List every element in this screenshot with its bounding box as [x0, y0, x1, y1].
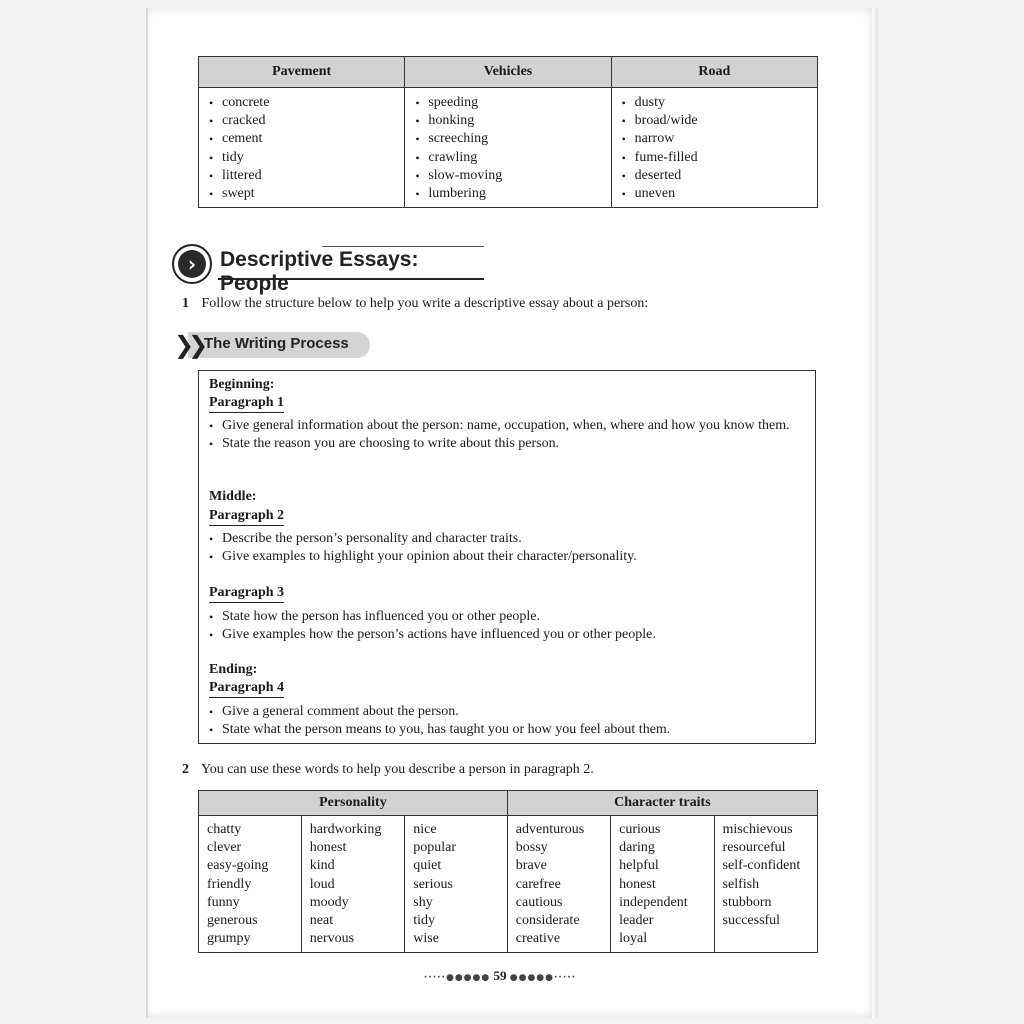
page-number: 59 — [493, 968, 507, 983]
word: clever — [207, 840, 242, 856]
pavement-vehicles-road-table — [198, 56, 818, 208]
instruction-text: Follow the structure below to help you write a descriptive essay about a person: — [201, 296, 649, 311]
word: popular — [413, 840, 457, 856]
list-item: • screeching — [415, 130, 600, 148]
word: generous — [207, 913, 258, 929]
word: resourceful — [722, 840, 786, 856]
list-item: • littered — [209, 167, 394, 185]
word: bossy — [515, 840, 548, 856]
paragraph-3-bullets — [209, 608, 805, 644]
middle-label: Middle: — [209, 489, 257, 504]
word: leader — [619, 913, 654, 929]
word: friendly — [207, 876, 252, 892]
paragraph-4-label: Paragraph 4 — [209, 680, 284, 698]
word-column — [714, 816, 817, 953]
paragraph-4-bullets — [209, 703, 805, 739]
word: carefree — [515, 876, 561, 892]
list-item: • lumbering — [415, 185, 600, 203]
word: hardworking — [309, 822, 382, 837]
list-item: • Give examples how the person’s actions have influenced you or other people. — [209, 626, 805, 644]
list-item: • State what the person means to you, has taught you or how you feel about them. — [209, 721, 805, 739]
list-item: • dusty — [622, 94, 807, 112]
word: successful — [722, 913, 781, 929]
word: honest — [619, 876, 656, 892]
heading-rule — [218, 278, 484, 280]
word: creative — [515, 931, 561, 947]
section-heading — [172, 244, 492, 295]
list-item: • Describe the person’s personality and character traits. — [209, 530, 805, 548]
word: quiet — [413, 858, 442, 874]
decorative-dots-right: ●●●●●····· — [509, 973, 577, 983]
list-item: • concrete — [209, 94, 394, 112]
word: tidy — [413, 913, 436, 929]
header-personality: Personality — [199, 791, 508, 816]
list-item: • slow-moving — [415, 167, 600, 185]
list-item: • broad/wide — [622, 112, 807, 130]
list-item: • swept — [209, 185, 394, 203]
word: helpful — [619, 858, 659, 874]
list-item: • crawling — [415, 149, 600, 167]
word: curious — [619, 822, 661, 837]
personality-character-table — [198, 790, 818, 953]
word-column — [405, 816, 508, 953]
instruction-1 — [182, 296, 648, 312]
list-item: • uneven — [622, 185, 807, 203]
word: considerate — [515, 913, 580, 929]
road-column — [611, 88, 817, 208]
decorative-dots-left: ·····●●●●● — [423, 973, 491, 983]
list-item: • cracked — [209, 112, 394, 130]
word: honest — [309, 840, 347, 856]
paragraph-1-bullets — [209, 417, 805, 453]
word: adventurous — [515, 822, 585, 837]
word-column — [301, 816, 404, 953]
word-column — [611, 816, 714, 953]
instruction-2 — [182, 762, 594, 778]
word: chatty — [207, 822, 242, 837]
list-item: • State how the person has influenced you or other people. — [209, 608, 805, 626]
word: serious — [413, 876, 453, 892]
heading-rule-top — [322, 246, 484, 247]
writing-process-box — [198, 370, 816, 744]
header-pavement: Pavement — [199, 57, 405, 88]
paragraph-2-bullets — [209, 530, 805, 566]
writing-process-banner — [174, 332, 370, 358]
paragraph-3-label: Paragraph 3 — [209, 585, 284, 603]
header-road: Road — [611, 57, 817, 88]
list-item: • Give general information about the person: name, occupation, when, where and how you know them. — [209, 417, 805, 435]
word: neat — [309, 913, 334, 929]
word: loyal — [619, 931, 648, 947]
word: daring — [619, 840, 655, 856]
page-footer — [420, 968, 580, 984]
pavement-column — [199, 88, 405, 208]
word-column — [199, 816, 302, 953]
banner-label: The Writing Process — [204, 335, 349, 352]
list-item: • fume-filled — [622, 149, 807, 167]
paragraph-2-label: Paragraph 2 — [209, 508, 284, 526]
word: self-confident — [722, 858, 801, 874]
word: funny — [207, 894, 240, 910]
word-column — [507, 816, 610, 953]
chevron-right-circle-icon: › — [172, 244, 212, 284]
word: kind — [309, 858, 335, 874]
list-item: • Give a general comment about the person. — [209, 703, 805, 721]
list-item: • cement — [209, 130, 394, 148]
word: wise — [413, 931, 439, 947]
page-edge-shadow — [872, 8, 878, 1018]
paragraph-1-label: Paragraph 1 — [209, 395, 284, 413]
list-item: • Give examples to highlight your opinion about their character/personality. — [209, 548, 805, 566]
word: moody — [309, 894, 349, 910]
list-item: • State the reason you are choosing to write about this person. — [209, 435, 805, 453]
list-item: • speeding — [415, 94, 600, 112]
word: independent — [619, 894, 688, 910]
list-item: • honking — [415, 112, 600, 130]
header-character-traits: Character traits — [507, 791, 817, 816]
word: cautious — [515, 894, 563, 910]
word: mischievous — [722, 822, 793, 837]
word: brave — [515, 858, 547, 874]
list-item: • narrow — [622, 130, 807, 148]
list-item: • deserted — [622, 167, 807, 185]
ending-label: Ending: — [209, 662, 258, 677]
header-vehicles: Vehicles — [405, 57, 611, 88]
word: stubborn — [722, 894, 772, 910]
instruction-text: You can use these words to help you describe a person in paragraph 2. — [200, 762, 594, 777]
instruction-number: 2 — [182, 762, 189, 777]
beginning-label: Beginning: — [209, 377, 275, 392]
word: shy — [413, 894, 433, 910]
word: selfish — [722, 876, 760, 892]
word: nice — [413, 822, 437, 837]
word: loud — [309, 876, 335, 892]
word: nervous — [309, 931, 355, 947]
instruction-number: 1 — [182, 296, 189, 311]
list-item: • tidy — [209, 149, 394, 167]
section-title: Descriptive Essays: People — [220, 248, 419, 295]
double-chevron-icon: ❯❯ — [174, 331, 203, 359]
word: grumpy — [207, 931, 251, 947]
word: easy-going — [207, 858, 269, 874]
vehicles-column — [405, 88, 611, 208]
